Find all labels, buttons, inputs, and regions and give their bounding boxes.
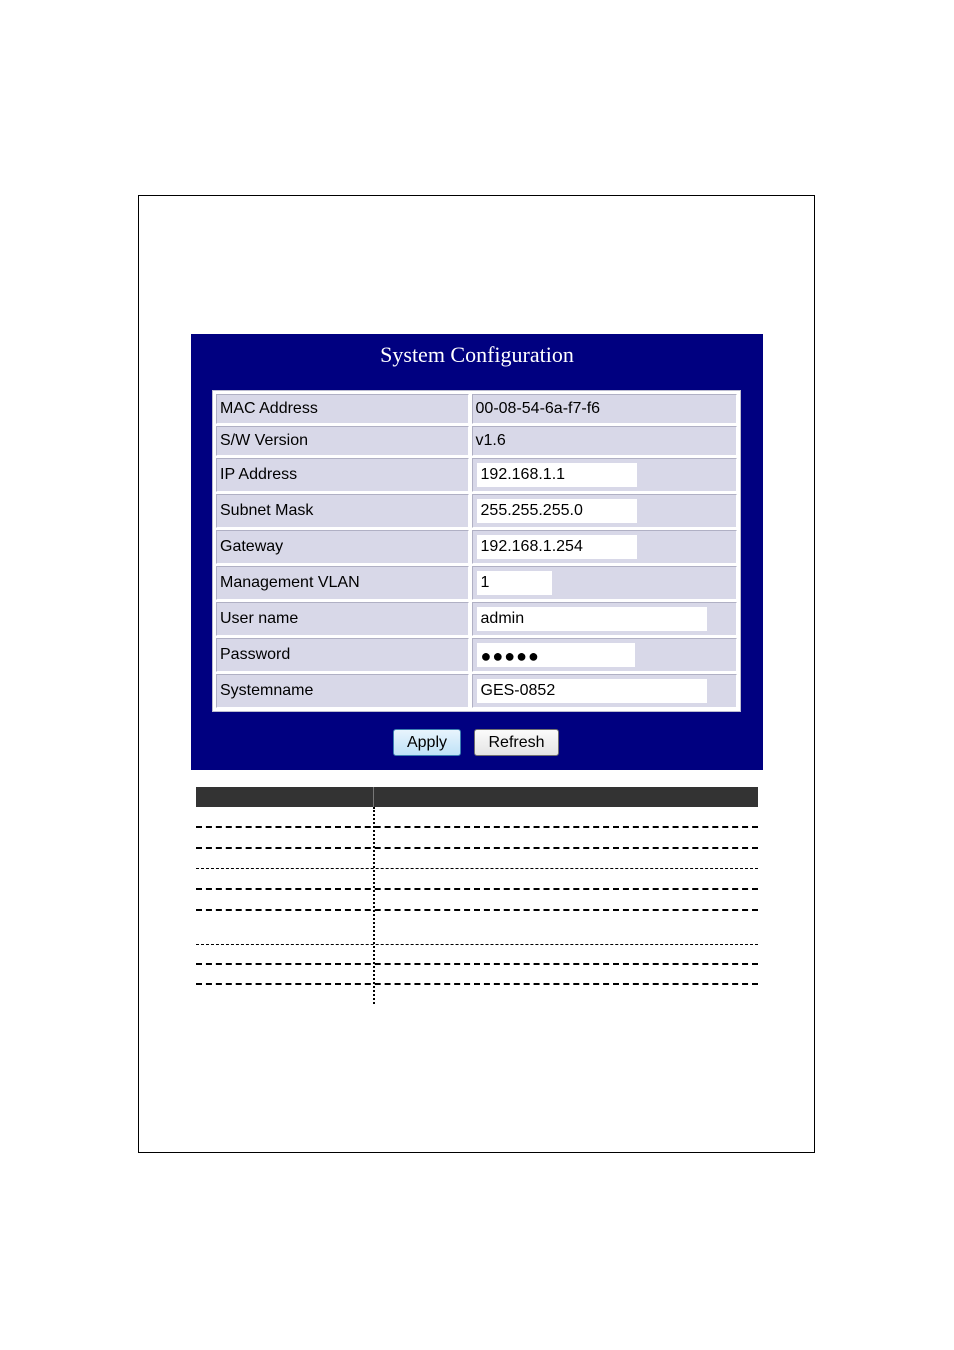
row-user-name [216,602,737,636]
ip-address-label: IP Address [216,458,469,492]
config-table [212,390,741,712]
system-configuration-panel [191,334,763,770]
password-label: Password [216,638,469,672]
row-systemname [216,674,737,708]
gateway-cell [472,530,737,564]
systemname-cell [472,674,737,708]
gateway-label: Gateway [216,530,469,564]
ip-address-input[interactable]: 192.168.1.1 [476,462,638,488]
column-divider [373,807,375,1004]
row-separator [196,826,758,828]
row-separator [196,963,758,965]
panel-title: System Configuration [380,342,574,367]
user-name-cell [472,602,737,636]
apply-button[interactable]: Apply [393,729,461,756]
sw-version-value: v1.6 [472,426,737,456]
systemname-label: Systemname [216,674,469,708]
mac-address-value: 00-08-54-6a-f7-f6 [472,394,737,424]
row-separator [196,944,758,945]
row-separator [196,868,758,869]
row-management-vlan [216,566,737,600]
ip-address-cell [472,458,737,492]
row-subnet-mask [216,494,737,528]
row-password [216,638,737,672]
user-name-label: User name [216,602,469,636]
password-cell [472,638,737,672]
subnet-mask-cell [472,494,737,528]
description-table-header [196,787,758,807]
row-separator [196,847,758,849]
sw-version-label: S/W Version [216,426,469,456]
row-sw-version [216,426,737,456]
management-vlan-input[interactable]: 1 [476,570,553,596]
management-vlan-label: Management VLAN [216,566,469,600]
row-ip-address [216,458,737,492]
row-gateway [216,530,737,564]
user-name-input[interactable]: admin [476,606,708,632]
subnet-mask-input[interactable]: 255.255.255.0 [476,498,638,524]
row-separator [196,888,758,890]
row-separator [196,983,758,985]
mac-address-label: MAC Address [216,394,469,424]
header-divider [373,787,374,807]
row-separator [196,909,758,911]
gateway-input[interactable]: 192.168.1.254 [476,534,638,560]
row-mac-address [216,394,737,424]
subnet-mask-label: Subnet Mask [216,494,469,528]
password-input[interactable]: ●●●●● [476,642,636,668]
management-vlan-cell [472,566,737,600]
description-table [196,787,758,1005]
systemname-input[interactable]: GES-0852 [476,678,708,704]
refresh-button[interactable]: Refresh [474,729,559,756]
